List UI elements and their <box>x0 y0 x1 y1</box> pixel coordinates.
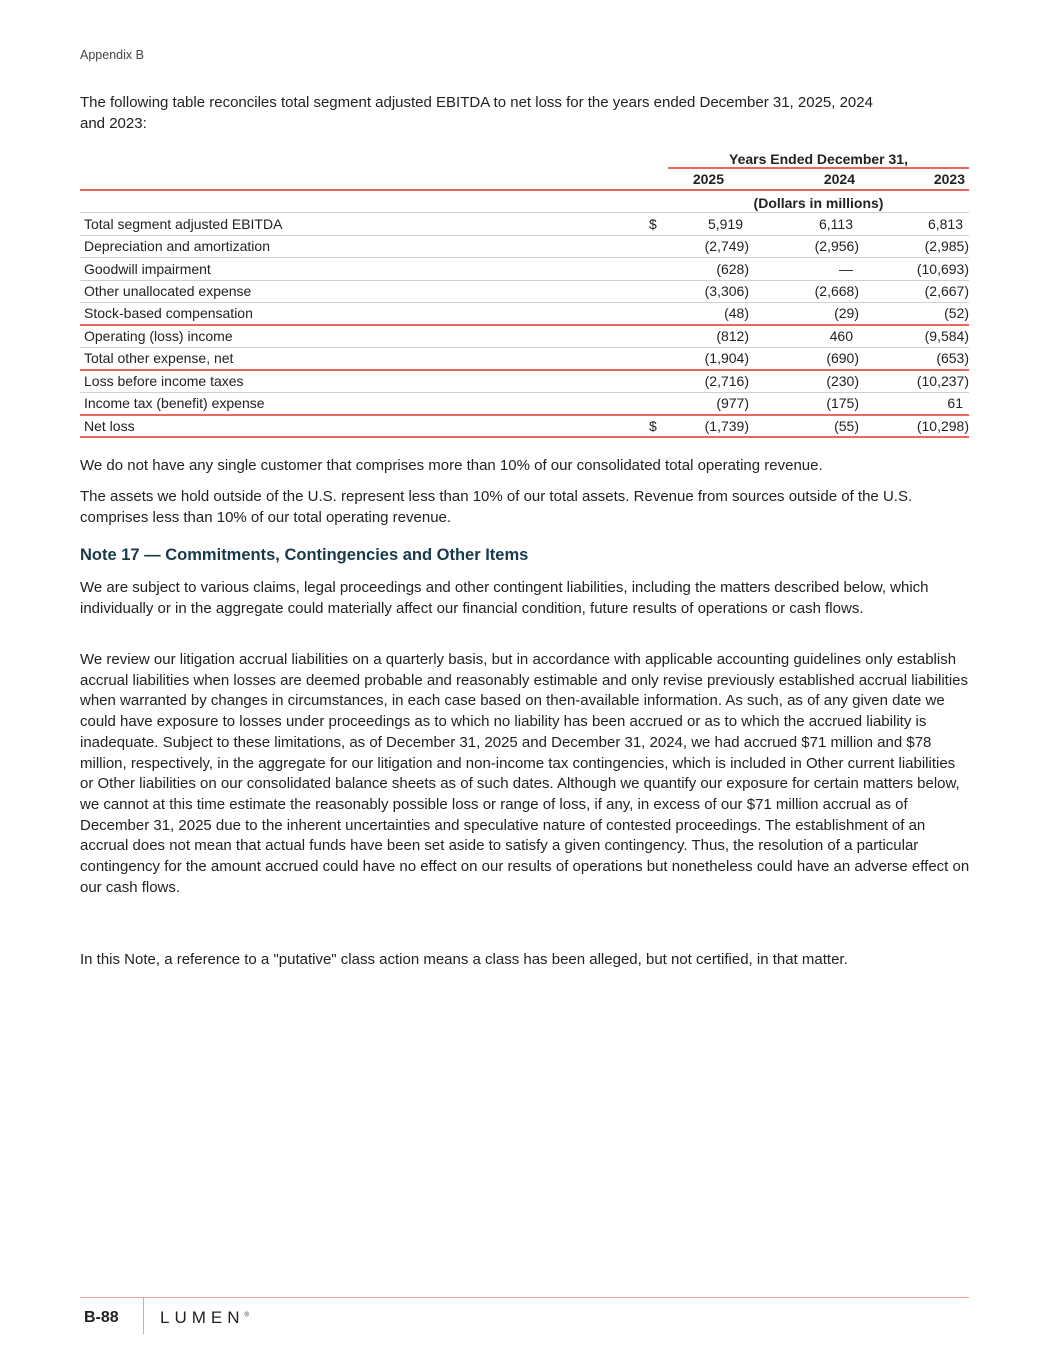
units-label: (Dollars in millions) <box>753 195 884 211</box>
row-label: Other unallocated expense <box>84 283 252 300</box>
row-label: Loss before income taxes <box>84 373 244 390</box>
value-2025-text: (977) <box>716 395 749 412</box>
value-2024: (2,956) <box>814 238 859 255</box>
value-2025 <box>649 216 749 232</box>
year-header-2024: 2024 <box>823 171 855 187</box>
foreign-assets-paragraph: The assets we hold outside of the U.S. represent less than 10% of our total assets. Revenue from sources outside of the U.S. comprises less than 10% of our total operating revenue. <box>80 488 913 526</box>
footer-vertical-divider <box>143 1298 144 1334</box>
value-2025-text: (812) <box>716 328 749 345</box>
value-2025 <box>649 350 749 366</box>
value-2025-text: (1,904) <box>704 350 749 367</box>
group-header-rule <box>668 167 969 169</box>
value-2025 <box>649 328 749 344</box>
value-2024: — <box>839 260 853 277</box>
value-2024: (29) <box>834 305 859 322</box>
ebitda-reconciliation-table <box>80 147 969 438</box>
table-row <box>80 348 969 371</box>
value-2023: 61 <box>947 395 963 412</box>
row-label: Income tax (benefit) expense <box>84 395 265 412</box>
intro-paragraph: The following table reconciles total segment adjusted EBITDA to net loss for the years ended December 31, 2025, 2024 and 2023: <box>80 94 873 132</box>
value-2025-text: (2,716) <box>704 373 749 390</box>
years-ended-label: Years Ended December 31, <box>729 151 908 167</box>
value-2025-text: (628) <box>716 260 749 277</box>
note-paragraph: We are subject to various claims, legal proceedings and other contingent liabilities, including the matters described below, which individually or in the aggregate could materially affect our financial condition, future results of operations or cash flows. <box>80 579 929 617</box>
logo-text: LUMEN <box>160 1308 245 1327</box>
table-year-header <box>80 169 969 191</box>
lumen-logo <box>160 1308 249 1328</box>
footer-divider <box>80 1297 969 1298</box>
value-2023: (10,693) <box>916 260 969 277</box>
table-row <box>80 371 969 394</box>
table-row <box>80 258 969 281</box>
logo-trademark: ® <box>244 1312 249 1319</box>
value-2023: (653) <box>936 350 969 367</box>
row-label: Stock-based compensation <box>84 305 253 322</box>
table-row <box>80 281 969 304</box>
row-label: Depreciation and amortization <box>84 238 270 255</box>
table-row <box>80 236 969 259</box>
value-2024: (690) <box>826 350 859 367</box>
value-2025 <box>649 238 749 254</box>
year-header-2025: 2025 <box>692 171 724 187</box>
table-row <box>80 303 969 326</box>
value-2023: (2,985) <box>924 238 969 255</box>
value-2024: 6,113 <box>819 215 853 232</box>
note-paragraph: We review our litigation accrual liabilities on a quarterly basis, but in accordance with applicable accounting guidelines only establish accrual liabilities when losses are deemed probable and reasonably estimable and only revise previously established accrual liabilities when warranted by changes in circumstances, in each case based on then-available information. As such, as of any given date we could have exposure to losses under proceedings as to which no liability has been accrued or as to which the accrued liability is inadequate. Subject to these limitations, as of December 31, 2025 and December 31, 2024, we had accrued $71 million and $78 million, respectively, in the aggregate for our litigation and non-income tax contingencies, which is included in Other current liabilities or Other liabilities on our consolidated balance sheets as of such dates. Although we quantify our exposure for certain matters below, we cannot at this time estimate the reasonably possible loss or range of loss, if any, in excess of our $71 million accrual as of December 31, 2025 due to the inherent uncertainties and speculative nature of contested proceedings. The establishment of an accrual does not mean that actual funds have been set aside to satisfy a given contingency. Thus, the resolution of a particular contingency for the amount accrued could have no effect on our results of operations but nonetheless could have an adverse effect on our cash flows. <box>80 651 970 896</box>
value-2025 <box>649 373 749 389</box>
value-2023: (2,667) <box>924 283 969 300</box>
value-2025-text: (3,306) <box>704 283 749 300</box>
value-2023: (10,237) <box>916 373 969 390</box>
row-label: Operating (loss) income <box>84 328 233 345</box>
note-title: Note 17 — Commitments, Contingencies and Other Items <box>80 546 529 564</box>
currency-prefix: $ <box>649 215 657 232</box>
value-2025-text: 5,919 <box>707 215 743 232</box>
currency-prefix: $ <box>649 417 657 434</box>
year-header-2023: 2023 <box>933 171 965 187</box>
value-2025-text: (1,739) <box>704 417 749 434</box>
row-label: Total segment adjusted EBITDA <box>84 215 283 232</box>
note-paragraph: In this Note, a reference to a "putative" class action means a class has been alleged, but not certified, in that matter. <box>80 951 848 968</box>
value-2024: (2,668) <box>814 283 859 300</box>
value-2025-text: (48) <box>724 305 749 322</box>
value-2025 <box>649 261 749 277</box>
table-row <box>80 326 969 349</box>
value-2023: (9,584) <box>924 328 969 345</box>
table-group-header <box>80 147 969 169</box>
row-label: Goodwill impairment <box>84 260 211 277</box>
table-row <box>80 416 969 439</box>
value-2024: (175) <box>826 395 859 412</box>
table-row <box>80 393 969 416</box>
value-2024: 460 <box>829 328 853 345</box>
value-2025-text: (2,749) <box>704 238 749 255</box>
table-units-header <box>80 191 969 213</box>
row-label: Net loss <box>84 417 135 434</box>
value-2025 <box>649 305 749 321</box>
value-2025 <box>649 395 749 411</box>
value-2024: (230) <box>826 373 859 390</box>
value-2024: (55) <box>834 417 859 434</box>
value-2023: (52) <box>944 305 969 322</box>
customer-concentration-paragraph: We do not have any single customer that comprises more than 10% of our consolidated total operating revenue. <box>80 457 823 474</box>
page-header: Appendix B <box>80 48 144 62</box>
row-label: Total other expense, net <box>84 350 234 367</box>
value-2023: 6,813 <box>927 215 963 232</box>
value-2025 <box>649 418 749 434</box>
page-number: B-88 <box>84 1309 119 1326</box>
value-2025 <box>649 283 749 299</box>
table-row <box>80 213 969 236</box>
value-2023: (10,298) <box>916 417 969 434</box>
